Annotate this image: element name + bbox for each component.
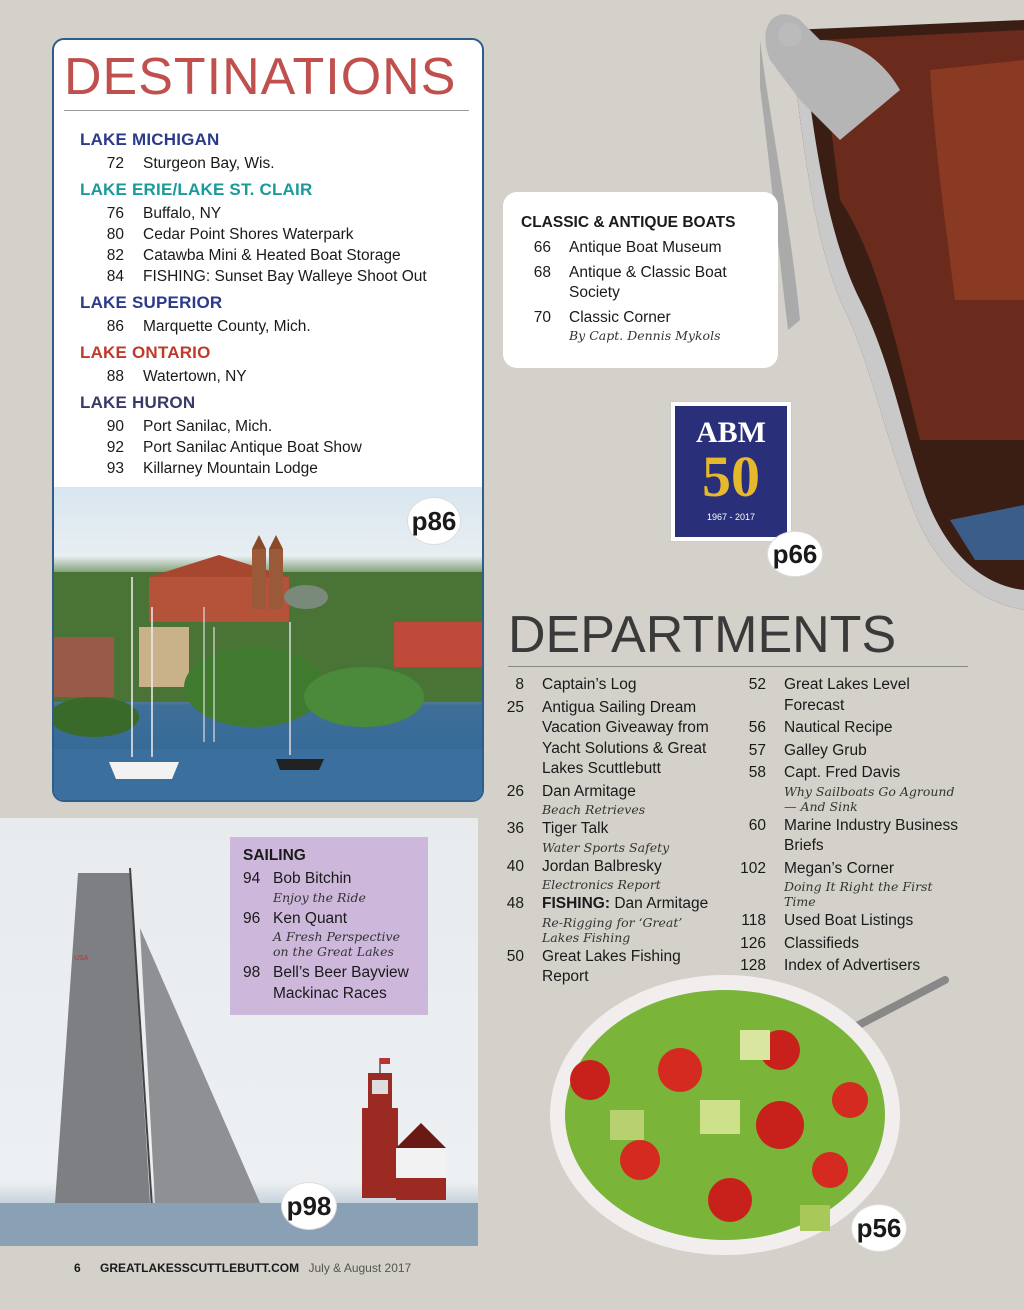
abm-years: 1967 - 2017	[706, 512, 756, 522]
destination-page-number: 86	[106, 318, 124, 335]
abm-text: ABM	[696, 416, 766, 449]
departments-title: DEPARTMENTS	[508, 606, 968, 667]
department-item-name: Dan Armitage	[542, 782, 636, 800]
department-item-content	[542, 675, 717, 696]
department-item-subtitle: Why Sailboats Go Aground — And Sink	[784, 783, 955, 814]
classic-page-number: 70	[533, 308, 551, 326]
department-page-number: 102	[740, 859, 766, 877]
department-item-name: Classifieds	[784, 934, 859, 952]
department-item	[732, 675, 972, 716]
page-tag-p86: p86	[408, 498, 460, 544]
page-tag-p66: p66	[768, 532, 822, 576]
destination-title: Port Sanilac, Mich.	[143, 418, 273, 435]
department-item	[732, 859, 972, 910]
department-item-name: Index of Advertisers	[784, 957, 921, 974]
destination-section-heading: LAKE MICHIGAN	[80, 130, 220, 149]
sailing-item-title: Bob Bitchin	[273, 870, 352, 887]
department-item-name: Capt. Fred Davis	[784, 764, 901, 781]
sailing-item-title: Bell’s Beer Bayview Mackinac Races	[273, 964, 409, 1002]
destination-page-number: 76	[106, 205, 124, 222]
department-item-title	[784, 741, 964, 762]
destination-item	[80, 224, 470, 245]
department-item-title	[784, 763, 964, 784]
sail-mark: USA	[74, 955, 89, 962]
department-item-name: Galley Grub	[784, 741, 867, 759]
department-item-name: Great Lakes Fishing Report	[542, 947, 681, 985]
sailing-item	[243, 869, 423, 905]
department-item-content	[784, 675, 964, 716]
abm-logo	[670, 401, 792, 542]
classic-antique-card	[503, 192, 778, 368]
destination-title: Watertown, NY	[143, 368, 247, 385]
department-page-number: 52	[748, 676, 766, 693]
department-item	[732, 741, 972, 762]
abm-50: 50	[702, 444, 760, 509]
department-item-title	[784, 675, 964, 716]
department-item-title	[784, 718, 964, 739]
department-item-title	[542, 698, 717, 780]
destination-item	[80, 316, 470, 337]
footer-issue: July & August 2017	[308, 1261, 412, 1275]
department-page-number: 126	[740, 934, 766, 952]
sailing-box	[230, 837, 428, 1015]
department-item-name: Nautical Recipe	[784, 719, 893, 736]
destination-item	[80, 153, 470, 174]
destination-title: FISHING: Sunset Bay Walleye Shoot Out	[143, 268, 427, 285]
department-item-name: Tiger Talk	[542, 820, 609, 837]
department-item-name: Jordan Balbresky	[542, 857, 662, 875]
destination-title: Buffalo, NY	[143, 205, 222, 222]
department-item-content	[784, 718, 964, 739]
department-page-number: 8	[515, 676, 524, 693]
destination-title: Cedar Point Shores Waterpark	[143, 226, 354, 243]
destinations-list	[80, 124, 470, 479]
destination-item	[80, 266, 470, 287]
department-item-title	[784, 859, 964, 880]
department-item-name: Marine Industry Business Briefs	[784, 816, 959, 854]
classic-item-title: Antique & Classic Boat Society	[569, 263, 727, 301]
classic-item-content	[569, 308, 739, 344]
department-item	[732, 763, 972, 814]
department-item-name: Megan’s Corner	[784, 859, 894, 877]
classic-item-byline: By Capt. Dennis Mykols	[569, 328, 721, 343]
sailing-page-number: 94	[243, 870, 261, 887]
destination-item	[80, 366, 470, 387]
department-item	[732, 911, 972, 932]
department-page-number: 26	[506, 782, 524, 800]
department-page-number: 128	[740, 957, 766, 974]
sailing-item-subtitle: Enjoy the Ride	[273, 889, 366, 905]
classic-boat-photo	[760, 0, 1024, 610]
department-item	[732, 934, 972, 955]
department-item	[732, 718, 972, 739]
classic-item-content	[569, 238, 739, 259]
classic-page-number: 68	[533, 263, 551, 281]
sailing-item-content	[273, 909, 418, 960]
classic-item-content	[569, 263, 739, 304]
department-item-title	[542, 894, 717, 915]
destination-section-heading: LAKE HURON	[80, 393, 196, 412]
sailing-page-number: 98	[243, 964, 261, 981]
destination-item	[80, 416, 470, 437]
department-page-number: 40	[506, 857, 524, 875]
department-item-title	[542, 857, 717, 878]
department-item-name: Antigua Sailing Dream Vacation Giveaway from Yacht Solutions & Great Lakes Scuttlebutt	[542, 698, 709, 777]
sailing-item-subtitle: A Fresh Perspective on the Great Lakes	[273, 929, 401, 959]
page-tag-p56: p56	[852, 1205, 906, 1251]
department-item	[490, 782, 722, 818]
department-item-label: FISHING:	[542, 895, 611, 912]
destination-title: Marquette County, Mich.	[143, 318, 311, 335]
classic-list	[521, 238, 761, 347]
departments-right-column	[732, 675, 972, 979]
department-item-title	[542, 675, 717, 696]
department-item	[490, 857, 722, 893]
department-page-number: 60	[748, 816, 766, 834]
destination-page-number: 92	[106, 439, 124, 456]
department-page-number: 50	[506, 947, 524, 965]
department-item-content	[784, 741, 964, 762]
classic-item	[521, 263, 761, 304]
sailing-item-content	[273, 869, 418, 905]
department-item-name: Dan Armitage	[610, 895, 709, 912]
department-item-content	[542, 857, 717, 893]
department-item-content	[542, 782, 717, 818]
sailing-heading: SAILING	[243, 847, 306, 864]
destination-page-number: 82	[106, 247, 124, 264]
sailing-item-title: Ken Quant	[273, 909, 348, 927]
department-item-content	[784, 911, 964, 932]
destination-item	[80, 245, 470, 266]
department-page-number: 118	[741, 912, 766, 929]
department-item-subtitle: Re-Rigging for ‘Great’ Lakes Fishing	[542, 914, 683, 945]
department-page-number: 48	[506, 895, 524, 912]
destination-title: Catawba Mini & Heated Boat Storage	[143, 247, 401, 264]
department-item-title	[784, 934, 964, 955]
footer-page-number: 6	[74, 1261, 81, 1275]
destination-title: Sturgeon Bay, Wis.	[143, 155, 275, 172]
department-item-content	[542, 894, 717, 945]
department-item-subtitle: Water Sports Safety	[542, 839, 670, 855]
destination-title: Port Sanilac Antique Boat Show	[143, 439, 362, 456]
department-item-content	[542, 819, 717, 855]
department-page-number: 25	[506, 698, 524, 716]
departments-left-column	[490, 675, 722, 990]
department-item-title	[542, 782, 717, 803]
department-item-title	[784, 816, 964, 857]
sailing-page-number: 96	[243, 909, 261, 927]
destination-page-number: 84	[106, 268, 124, 285]
department-item-content	[784, 859, 964, 910]
sailing-item	[243, 963, 423, 1004]
destination-section-heading: LAKE ERIE/LAKE ST. CLAIR	[80, 180, 313, 199]
department-item-title	[542, 819, 717, 840]
sailing-item	[243, 909, 423, 960]
destination-section-heading: LAKE SUPERIOR	[80, 293, 223, 312]
department-item-name: Used Boat Listings	[784, 912, 914, 929]
department-item-subtitle: Beach Retrieves	[542, 802, 646, 817]
department-item-content	[784, 763, 964, 814]
classic-item-title: Classic Corner	[569, 308, 671, 326]
destination-page-number: 80	[106, 226, 124, 243]
destinations-title: DESTINATIONS	[64, 48, 469, 111]
department-page-number: 36	[506, 820, 524, 837]
destination-title: Killarney Mountain Lodge	[143, 460, 318, 477]
destination-page-number: 72	[106, 155, 124, 172]
classic-item	[521, 308, 761, 344]
destination-section-heading: LAKE ONTARIO	[80, 343, 211, 362]
department-item	[490, 819, 722, 855]
destination-item	[80, 203, 470, 224]
classic-item-title: Antique Boat Museum	[569, 239, 722, 256]
department-page-number: 57	[748, 741, 766, 759]
department-item-name: Captain’s Log	[542, 676, 637, 693]
department-item	[490, 698, 722, 780]
department-item-content	[542, 698, 717, 780]
department-item	[490, 894, 722, 945]
page-tag-p98: p98	[282, 1183, 336, 1229]
classic-item	[521, 238, 761, 259]
destination-item	[80, 437, 470, 458]
destination-page-number: 93	[106, 460, 124, 477]
classic-heading: CLASSIC & ANTIQUE BOATS	[521, 214, 736, 231]
destination-page-number: 90	[106, 418, 124, 435]
department-page-number: 56	[748, 719, 766, 736]
department-item-content	[784, 816, 964, 857]
department-item	[732, 816, 972, 857]
destination-item	[80, 458, 470, 479]
destination-page-number: 88	[106, 368, 124, 385]
footer	[74, 1261, 411, 1275]
department-item-title	[784, 911, 964, 932]
department-item-subtitle: Doing It Right the First Time	[784, 879, 933, 909]
destinations-card	[52, 38, 484, 802]
sailing-item-content	[273, 963, 418, 1004]
classic-page-number: 66	[533, 239, 551, 256]
sailing-list	[243, 869, 423, 1008]
footer-site: GREATLAKESSCUTTLEBUTT.COM	[100, 1261, 300, 1275]
department-item	[490, 675, 722, 696]
department-item-content	[784, 934, 964, 955]
department-item-subtitle: Electronics Report	[542, 877, 661, 892]
department-page-number: 58	[748, 764, 766, 781]
department-item-name: Great Lakes Level Forecast	[784, 676, 910, 714]
